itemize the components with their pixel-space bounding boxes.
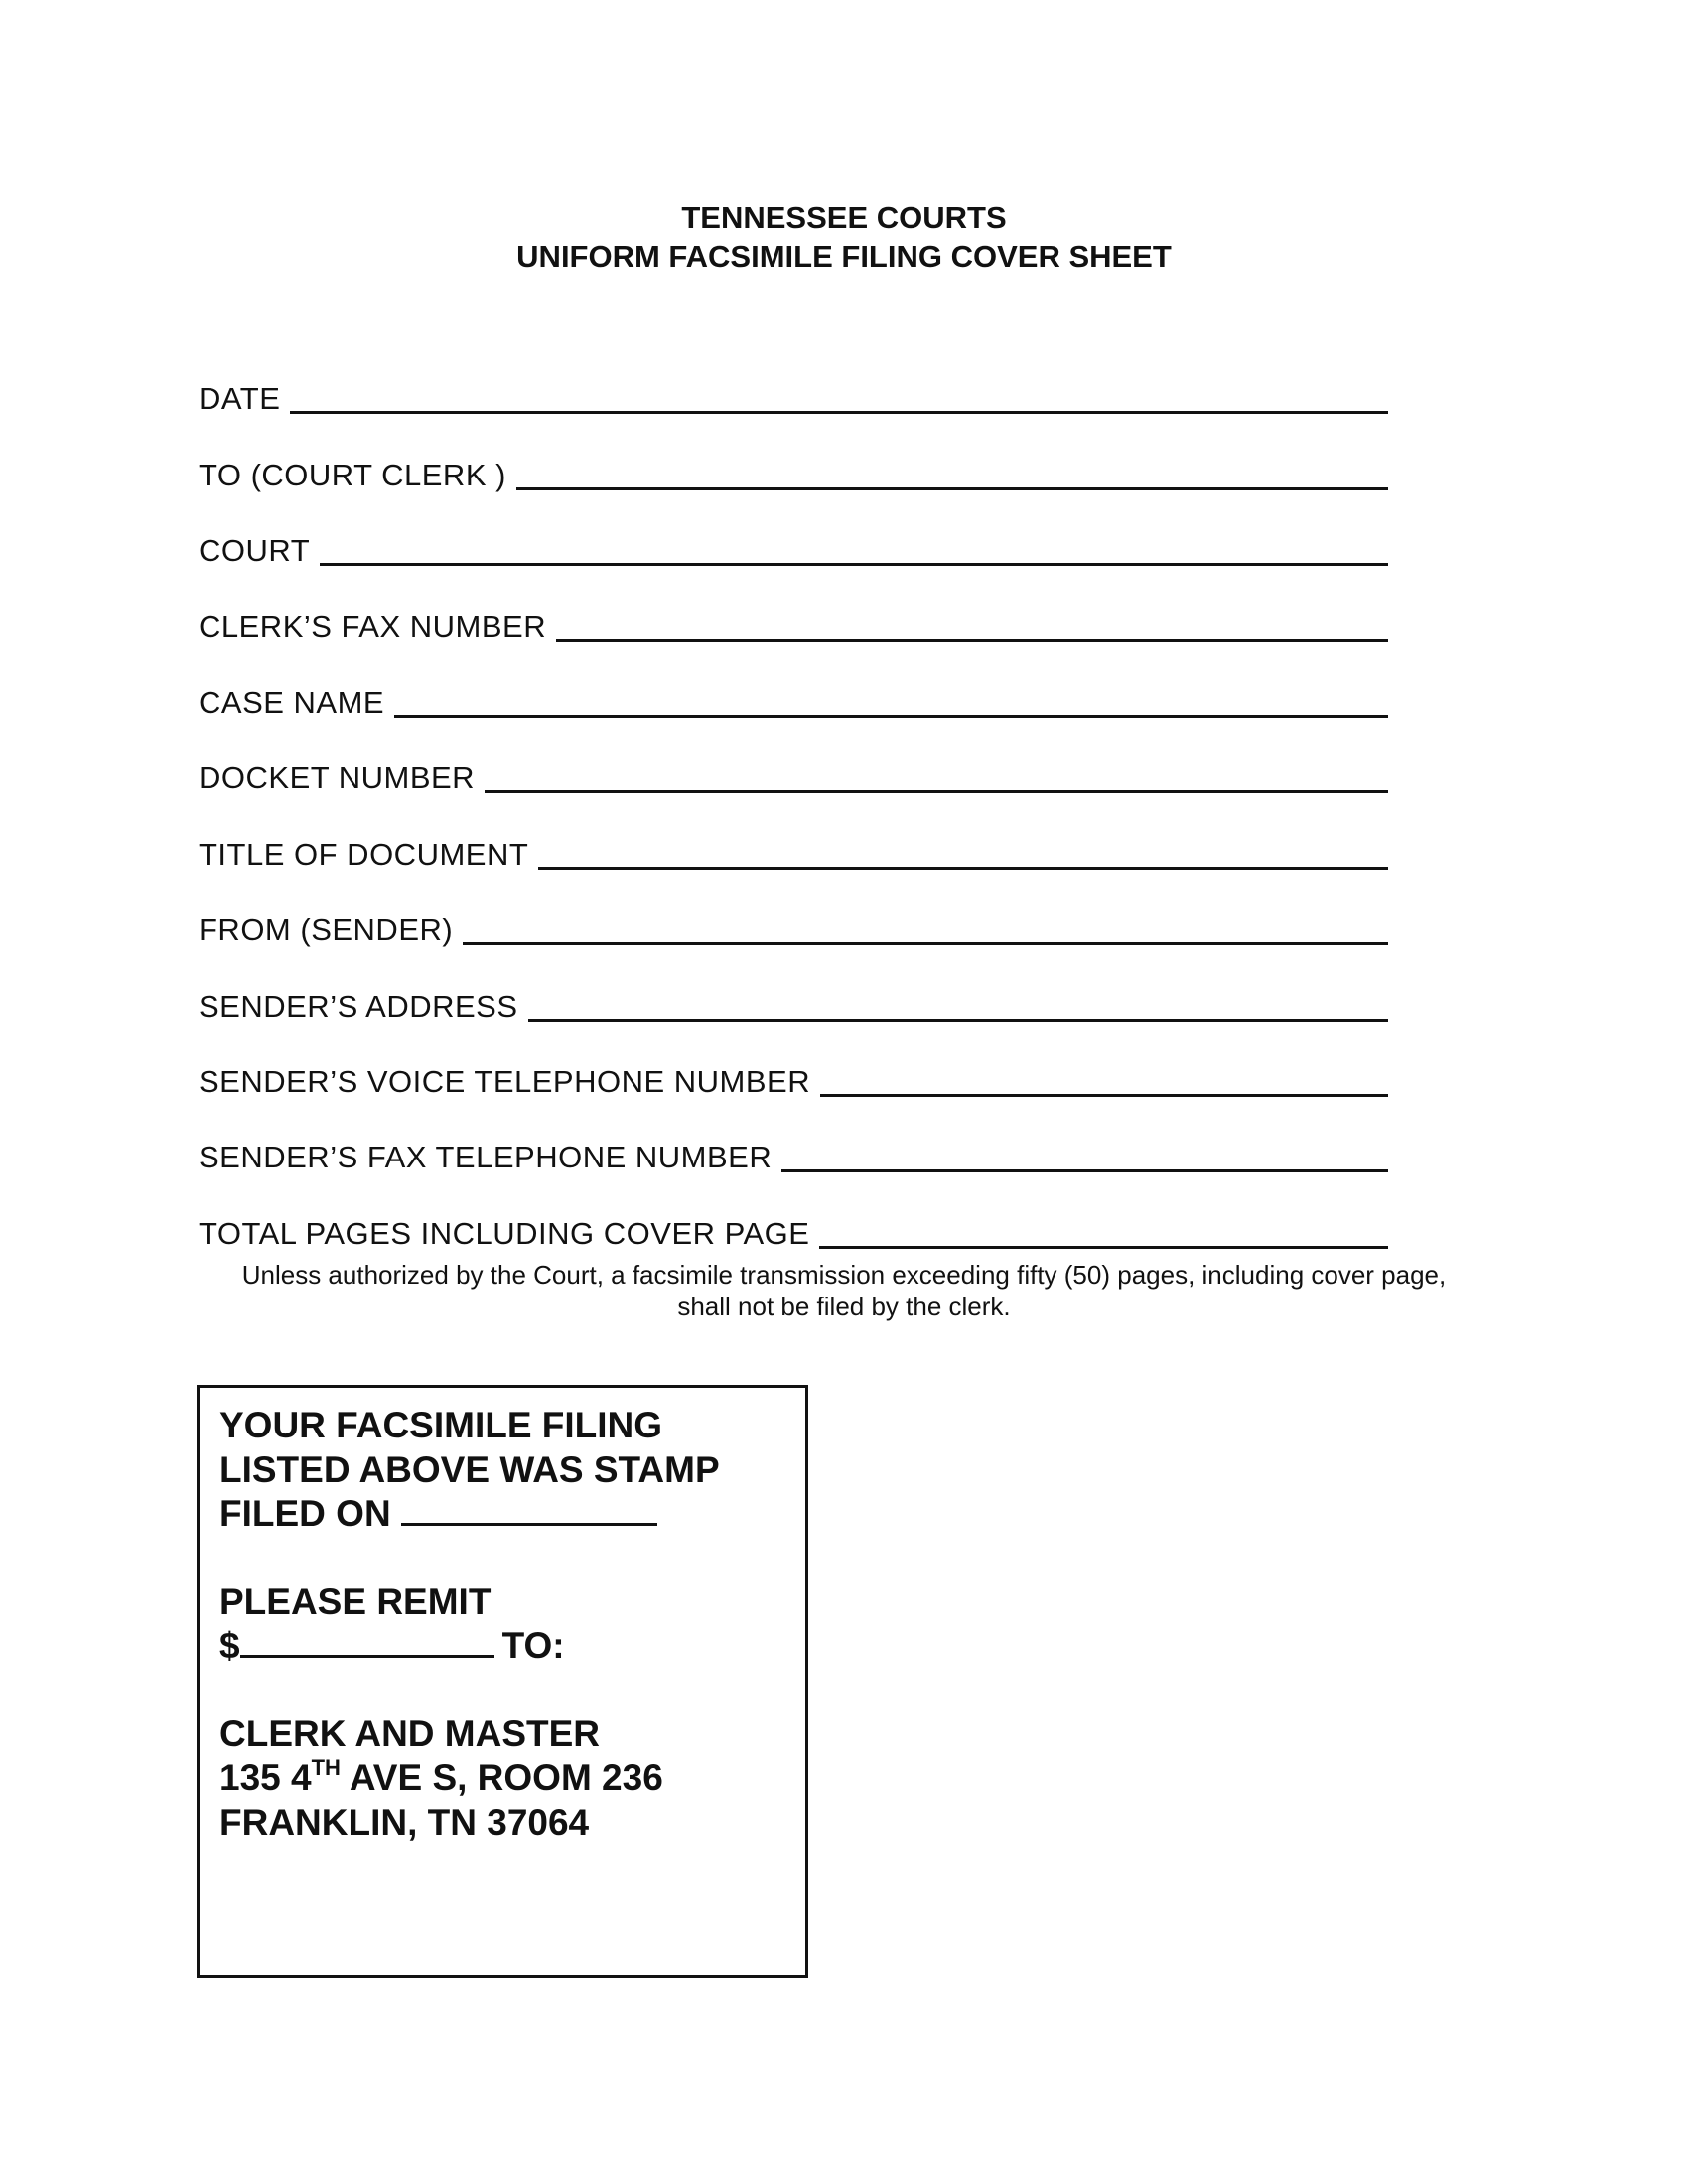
filed-on-blank[interactable]: [401, 1493, 657, 1526]
field-label: DATE: [199, 381, 281, 417]
remit-to-label: TO:: [501, 1625, 565, 1666]
field-label: TITLE OF DOCUMENT: [199, 836, 529, 872]
payee-name: CLERK AND MASTER: [219, 1712, 601, 1754]
payee-city-line: FRANKLIN, TN 37064: [219, 1801, 590, 1843]
field-from-sender: [199, 873, 1388, 948]
form-title: [0, 199, 1688, 276]
address-number: 135 4: [219, 1757, 312, 1798]
date-blank[interactable]: [290, 375, 1388, 414]
field-total-pages: [199, 1175, 1388, 1251]
filed-on-line: [219, 1492, 805, 1537]
field-label: CASE NAME: [199, 684, 385, 720]
field-case-name: [199, 645, 1388, 721]
clerks-fax-number-blank[interactable]: [556, 604, 1388, 642]
docket-number-blank[interactable]: [485, 754, 1388, 793]
notice-line-1: Unless authorized by the Court, a facsimile transmission exceeding fifty (50) pages, including cover page,: [241, 1260, 1447, 1290]
field-clerks-fax-number: [199, 569, 1388, 644]
field-label: TO (COURT CLERK ): [199, 457, 506, 492]
field-label: CLERK’S FAX NUMBER: [199, 609, 547, 644]
senders-address-blank[interactable]: [528, 983, 1388, 1022]
title-line-1: TENNESSEE COURTS: [681, 201, 1007, 235]
field-date: [199, 341, 1388, 417]
spacer: [219, 1537, 805, 1580]
field-court: [199, 493, 1388, 569]
senders-fax-telephone-blank[interactable]: [781, 1134, 1388, 1172]
payee-street-address: [219, 1756, 805, 1801]
field-senders-address: [199, 948, 1388, 1024]
field-label: SENDER’S FAX TELEPHONE NUMBER: [199, 1140, 773, 1175]
case-name-blank[interactable]: [394, 679, 1388, 718]
sender-blank[interactable]: [463, 906, 1388, 945]
address-rest: AVE S, ROOM 236: [340, 1757, 663, 1798]
stamp-line-2: LISTED ABOVE WAS STAMP: [219, 1448, 720, 1490]
dollar-sign: $: [219, 1625, 240, 1666]
please-remit-label: PLEASE REMIT: [219, 1580, 492, 1622]
filed-on-label: FILED ON: [219, 1493, 391, 1534]
field-label: SENDER’S VOICE TELEPHONE NUMBER: [199, 1063, 811, 1099]
field-label: SENDER’S ADDRESS: [199, 988, 518, 1024]
notice-line-2: shall not be filed by the clerk.: [677, 1292, 1011, 1321]
clerk-stamp-box: [197, 1385, 808, 1978]
cover-sheet-fields: [199, 341, 1388, 1252]
court-clerk-blank[interactable]: [516, 452, 1388, 490]
total-pages-blank[interactable]: [819, 1210, 1388, 1249]
title-line-2: UNIFORM FACSIMILE FILING COVER SHEET: [516, 239, 1172, 274]
address-ordinal-suffix: TH: [311, 1755, 341, 1780]
stamp-line-1: YOUR FACSIMILE FILING: [219, 1405, 663, 1445]
field-label: COURT: [199, 533, 311, 569]
field-senders-fax-telephone: [199, 1100, 1388, 1175]
page-limit-notice: [0, 1259, 1688, 1322]
remit-amount-blank[interactable]: [240, 1625, 494, 1658]
title-of-document-blank[interactable]: [538, 831, 1388, 870]
field-docket-number: [199, 721, 1388, 796]
senders-voice-telephone-blank[interactable]: [820, 1058, 1388, 1097]
spacer: [219, 1669, 805, 1712]
field-to-court-clerk: [199, 417, 1388, 492]
field-label: FROM (SENDER): [199, 912, 454, 948]
field-label: TOTAL PAGES INCLUDING COVER PAGE: [199, 1215, 810, 1251]
remit-amount-line: [219, 1624, 805, 1669]
field-senders-voice-telephone: [199, 1024, 1388, 1100]
field-title-of-document: [199, 796, 1388, 872]
field-label: DOCKET NUMBER: [199, 760, 476, 796]
court-blank[interactable]: [320, 527, 1388, 566]
